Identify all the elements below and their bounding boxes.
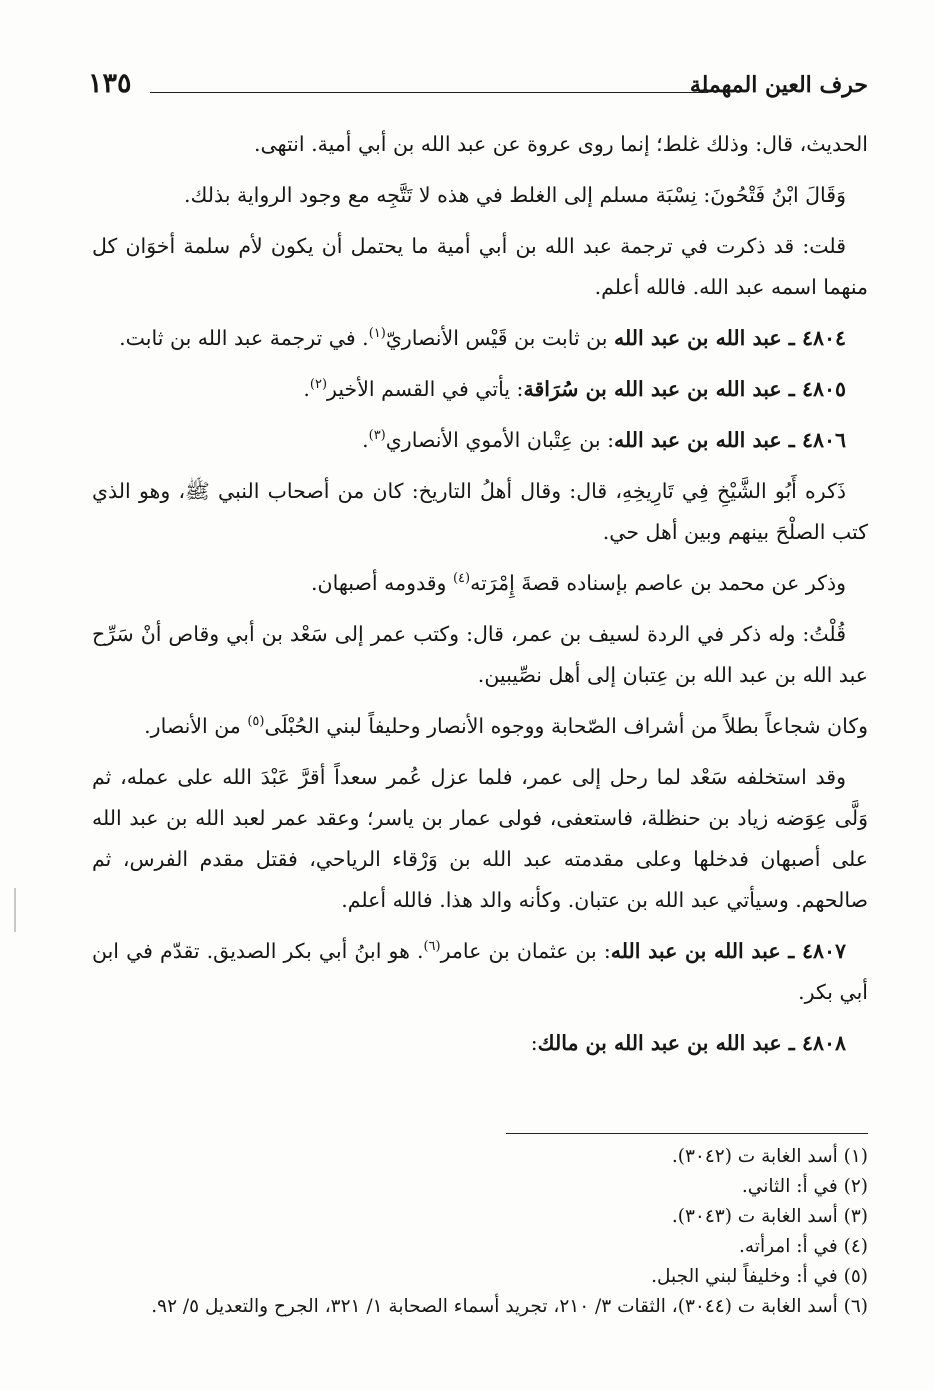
biography-entry	[92, 931, 868, 1013]
entry-text: : بن عِتْبان الأموي الأنصاري	[385, 428, 615, 452]
footnote: (٥) في أ: وخليفاً لبني الجبل.	[651, 1266, 868, 1287]
entry-text: . في ترجمة عبد الله بن ثابت.	[119, 326, 369, 350]
paragraph	[92, 706, 868, 747]
entry-text: بن ثابت بن قَيْس الأنصاريّ	[385, 326, 615, 350]
paragraph	[92, 175, 868, 216]
header-rule	[150, 92, 708, 93]
entry-text: . هو ابنُ أبي بكر الصديق. تقدّم في ابن أبي بكر.	[92, 939, 868, 1004]
paragraph	[92, 124, 868, 165]
biography-entry	[92, 1023, 868, 1064]
entry-text: .	[303, 377, 310, 401]
paragraph-text: الحديث، قال: وذلك غلط؛ إنما روى عروة عن عبد الله بن أبي أمية. انتهى.	[253, 132, 868, 156]
paragraph-text: قُلْتُ: وله ذكر في الردة لسيف بن عمر، قال: وكتب عمر إلى سَعْد بن أبي وقاص أنْ سَرِّح عبد الله بن عبد الله بن عِتبان إلى أهل نصِّيبين.	[92, 622, 868, 687]
footnote: (٣) أسد الغابة ت (٣٠٤٣).	[671, 1206, 868, 1227]
entry-text: : بن عثمان بن عامر	[440, 939, 611, 963]
footnote-ref: (٤)	[452, 571, 471, 587]
footnote-ref: (٣)	[368, 428, 386, 444]
footnote: (٤) في أ: امرأته.	[739, 1236, 868, 1257]
page-header	[88, 68, 868, 112]
footnote-separator	[506, 1133, 868, 1134]
footnote-ref: (٥)	[247, 714, 265, 730]
entry-heading: ٤٨٠٦ ـ عبد الله بن عبد الله	[614, 428, 846, 452]
footnote: (٢) في أ: الثاني.	[741, 1176, 868, 1197]
paragraph-text: وقدومه أصبهان.	[311, 571, 453, 595]
entry-heading: ٤٨٠٤ ـ عبد الله بن عبد الله	[614, 326, 846, 350]
entry-text: : يأتي في القسم الأخير	[327, 377, 524, 401]
paragraph-text: وَقَالَ ابْنُ فَتْحُونَ: نِسْبَة مسلم إلى الغلط في هذه لا تَتَّجِه مع وجود الرواية بذلك.	[183, 183, 846, 207]
paragraph	[92, 614, 868, 696]
paragraph-text: ذَكره أَبُو الشَّيْخِ فِي تَارِيخِهِ، قال: وقال أهلُ التاريخ: كان من أصحاب النبي ﷺ، وهو الذي كتب الصلْحَ بينهم وبين أهل حي.	[92, 479, 868, 544]
footnotes	[92, 1142, 868, 1322]
footnote: (٦) أسد الغابة ت (٣٠٤٤)، الثقات ٣/ ٢١٠، تجريد أسماء الصحابة ١/ ٣٢١، الجرح والتعديل ٥/ ٩٢.	[151, 1296, 868, 1317]
entry-text: :	[530, 1031, 538, 1055]
biography-entry	[92, 369, 868, 410]
footnote: (١) أسد الغابة ت (٣٠٤٢).	[671, 1146, 868, 1167]
entry-heading: ٤٨٠٧ ـ عبد الله بن عبد الله	[610, 939, 846, 963]
biography-entry	[92, 420, 868, 461]
paragraph-text: وقد استخلفه سَعْد لما رحل إلى عمر، فلما عزل عُمر سعداً أقرَّ عَبْدَ الله على عمله، ثم وَلَّى عِوَضه زياد بن حنظلة، فاستعفى، فولى عمار بن ياسر؛ وعقد عمر لعبد الله بن عبد الله على أصبهان فدخلها وعلى مقدمته عبد الله بن وَرْقاء الرياحي، فقتل مقدم الفرس، ثم صالحهم. وسيأتي عبد الله بن عتبان. وكأنه والد هذا. فالله أعلم.	[92, 765, 868, 912]
paragraph	[92, 757, 868, 921]
entry-heading: ٤٨٠٨ ـ عبد الله بن عبد الله بن مالك	[537, 1031, 846, 1055]
entry-text: .	[362, 428, 369, 452]
paragraph	[92, 226, 868, 308]
footnote-ref: (٦)	[423, 939, 441, 955]
page-number: ١٣٥	[88, 68, 132, 99]
footnote-ref: (١)	[368, 326, 386, 342]
running-title: حرف العين المهملة	[689, 72, 868, 98]
footnote-ref: (٢)	[309, 377, 328, 393]
paragraph-text: وذكر عن محمد بن عاصم بإسناده قصةَ إِمْرَته	[470, 571, 846, 595]
paragraph	[92, 563, 868, 604]
paragraph	[92, 471, 868, 553]
paragraph-text: وكان شجاعاً بطلاً من أشراف الصّحابة ووجوه الأنصار وحليفاً لبني الحُبْلَى	[264, 714, 868, 738]
paragraph-text: من الأنصار.	[144, 714, 248, 738]
scan-margin-mark	[14, 888, 16, 932]
biography-entry	[92, 318, 868, 359]
paragraph-text: قلت: قد ذكرت في ترجمة عبد الله بن أبي أمية ما يحتمل أن يكون لأم سلمة أخوَان كل منهما اسمه عبد الله. فالله أعلم.	[92, 234, 868, 299]
entry-heading: ٤٨٠٥ ـ عبد الله بن عبد الله بن سُرَاقة	[523, 377, 846, 401]
main-text	[92, 124, 868, 1074]
